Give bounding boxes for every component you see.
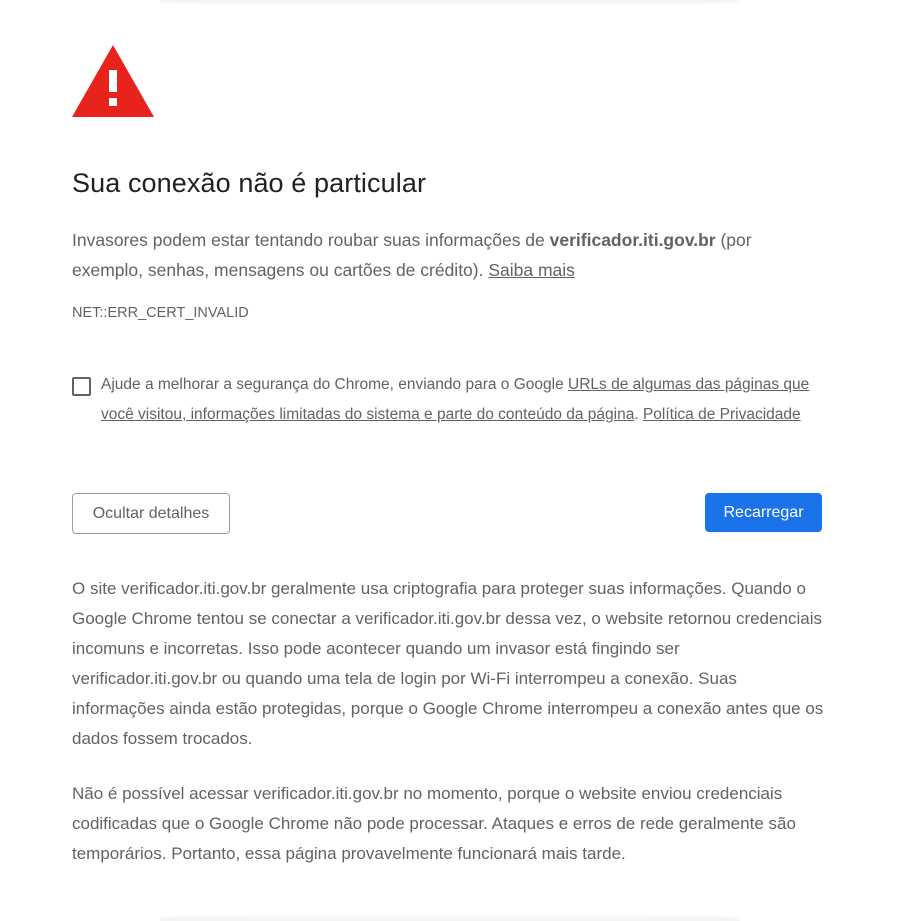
opt-in-separator: . — [634, 406, 643, 423]
main-message-suffix: (por exemplo, senhas, mensagens ou cartões de crédito). — [72, 230, 752, 280]
opt-in-checkbox[interactable] — [72, 377, 91, 396]
reload-button[interactable]: Recarregar — [705, 493, 822, 532]
domain-name: verificador.iti.gov.br — [549, 230, 716, 250]
privacy-policy-link[interactable]: Política de Privacidade — [642, 406, 801, 423]
error-code: NET::ERR_CERT_INVALID — [72, 305, 249, 321]
top-shadow — [160, 0, 740, 6]
main-message — [72, 225, 824, 285]
opt-in-label — [101, 370, 826, 430]
opt-in-urls-link[interactable]: URLs de algumas das páginas que você visitou, informações limitadas do sistema e parte do conteúdo da página — [101, 376, 810, 423]
learn-more-link[interactable]: Saiba mais — [488, 260, 575, 280]
page-title: Sua conexão não é particular — [72, 168, 427, 198]
bottom-shadow — [160, 913, 740, 921]
warning-triangle-icon — [72, 45, 154, 117]
main-message-prefix: Invasores podem estar tentando roubar suas informações de — [72, 230, 550, 250]
hide-details-button[interactable]: Ocultar detalhes — [72, 493, 230, 534]
details-paragraph-2: Não é possível acessar verificador.iti.gov.br no momento, porque o website enviou credenciais codificadas que o Google Chrome não pode processar. Ataques e erros de rede geralmente são temporários. Portanto, essa página provavelmente funcionará mais tarde. — [72, 784, 796, 863]
opt-in-text: Ajude a melhorar a segurança do Chrome, enviando para o Google — [101, 376, 569, 393]
details-paragraph-1: O site verificador.iti.gov.br geralmente usa criptografia para proteger suas informações. Quando o Google Chrome tentou se conectar a verificador.iti.gov.br dessa vez, o website retornou credenciais incomuns e incorretas. Isso pode acontecer quando um invasor está fingindo ser verificador.iti.gov.br ou quando uma tela de login por Wi-Fi interrompeu a conexão. Suas informações ainda estão protegidas, porque o Google Chrome interrompeu a conexão antes que os dados fossem trocados. — [72, 579, 824, 748]
